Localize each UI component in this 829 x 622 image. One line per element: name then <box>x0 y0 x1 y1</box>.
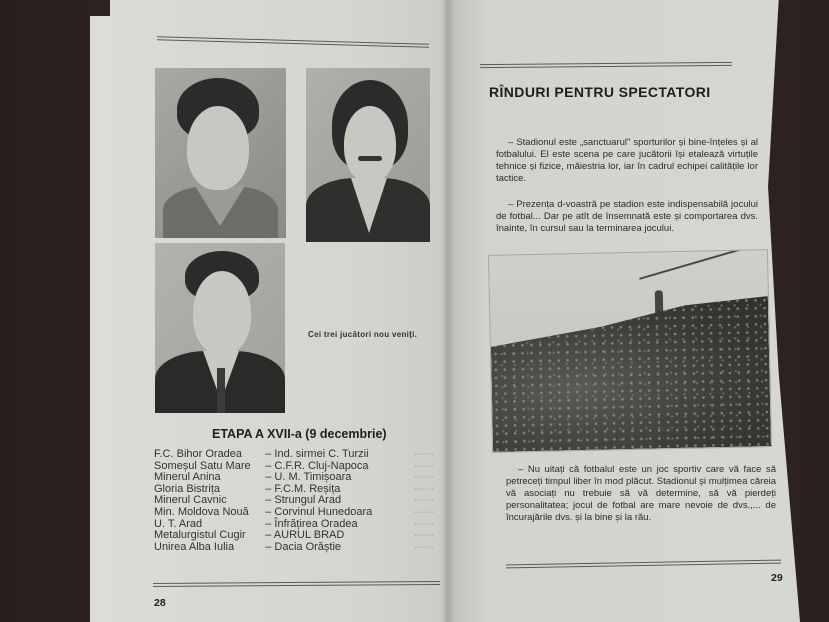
away-team: – Dacia Orăștie <box>265 540 342 553</box>
away-team: – Strungul Arad <box>265 494 342 507</box>
section-title: RÎNDURI PENTRU SPECTATORI <box>489 84 711 100</box>
away-team: – AURUL BRAD <box>265 529 345 542</box>
away-team: – C.F.R. Cluj-Napoca <box>265 459 369 472</box>
home-team: Min. Moldova Nouă <box>154 505 249 518</box>
face <box>193 271 251 355</box>
away-team: – Ind. sirmei C. Turzii <box>265 448 369 460</box>
score-placeholder: ······· <box>414 451 435 458</box>
home-team: Minerul Anina <box>154 471 221 484</box>
home-team: Unirea Alba Iulia <box>154 540 235 553</box>
home-team: F.C. Bihor Oradea <box>154 448 243 460</box>
score-placeholder: ······· <box>414 543 435 551</box>
score-placeholder: ······· <box>414 508 435 516</box>
book-gutter <box>440 0 456 622</box>
face <box>187 106 249 190</box>
fixture-row <box>154 542 444 554</box>
player-photo-2 <box>306 68 430 242</box>
home-team: Metalurgistul Cugir <box>154 529 246 542</box>
score-placeholder: ······· <box>414 474 435 482</box>
home-team: Someșul Satu Mare <box>154 459 251 472</box>
away-team: – Înfrățirea Oradea <box>265 517 358 530</box>
away-team: – U. M. Timișoara <box>265 471 352 484</box>
score-placeholder: ······· <box>414 532 435 540</box>
score-placeholder: ······· <box>414 462 435 470</box>
home-team: Gloria Bistrița <box>154 482 221 495</box>
face <box>344 106 396 182</box>
paragraph-2: – Prezența d-voastră pe stadion este indispensabilă jocului de fotbal... Dar pe atît de însemnată este și comportarea dvs. înainte, în cursul sau la terminarea jocului. <box>496 199 758 234</box>
away-team: – F.C.M. Reșița <box>265 482 341 495</box>
photo-caption: Cei trei jucători nou veniți. <box>308 330 418 339</box>
fixture-row <box>154 449 444 461</box>
score-placeholder: ······· <box>414 520 435 528</box>
round-title: ETAPA A XVII-a (9 decembrie) <box>212 427 387 441</box>
tie <box>217 368 225 413</box>
fixture-list <box>154 449 444 553</box>
fixture-row <box>154 507 444 519</box>
moustache <box>358 156 382 161</box>
page-number-left: 28 <box>154 597 166 609</box>
player-photo-1 <box>155 68 286 238</box>
page-number-right: 29 <box>771 572 783 584</box>
fixture-row <box>154 530 444 542</box>
player-photo-3 <box>155 243 285 413</box>
paragraph-1: – Stadionul este „sanctuarul" sporturilor și bine-înțeles și al fotbalului. El este scena pe care jucătorii își etalează virtuțile tehnice și fizice, măiestria lor, iar în cadrul echipei calitățile lor tactice. <box>496 137 758 184</box>
home-team: U. T. Arad <box>154 517 203 530</box>
crowd-photo <box>488 249 772 453</box>
away-team: – Corvinul Hunedoara <box>265 505 373 518</box>
home-team: Minerul Cavnic <box>154 494 227 507</box>
score-placeholder: ······· <box>414 485 435 493</box>
paragraph-3: – Nu uitați că fotbalul este un joc sportiv care vă face să petreceți timpul liber în mod plăcut. Stadionul și mulțimea căreia vă asociați nu trebuie să vă determine, să vă pierdeți personalitatea; jocul de fotbal are mare nevoie de dvs.,... de încurajările dvs. și la bine și la rău. <box>506 464 776 523</box>
score-placeholder: ······· <box>414 497 435 505</box>
